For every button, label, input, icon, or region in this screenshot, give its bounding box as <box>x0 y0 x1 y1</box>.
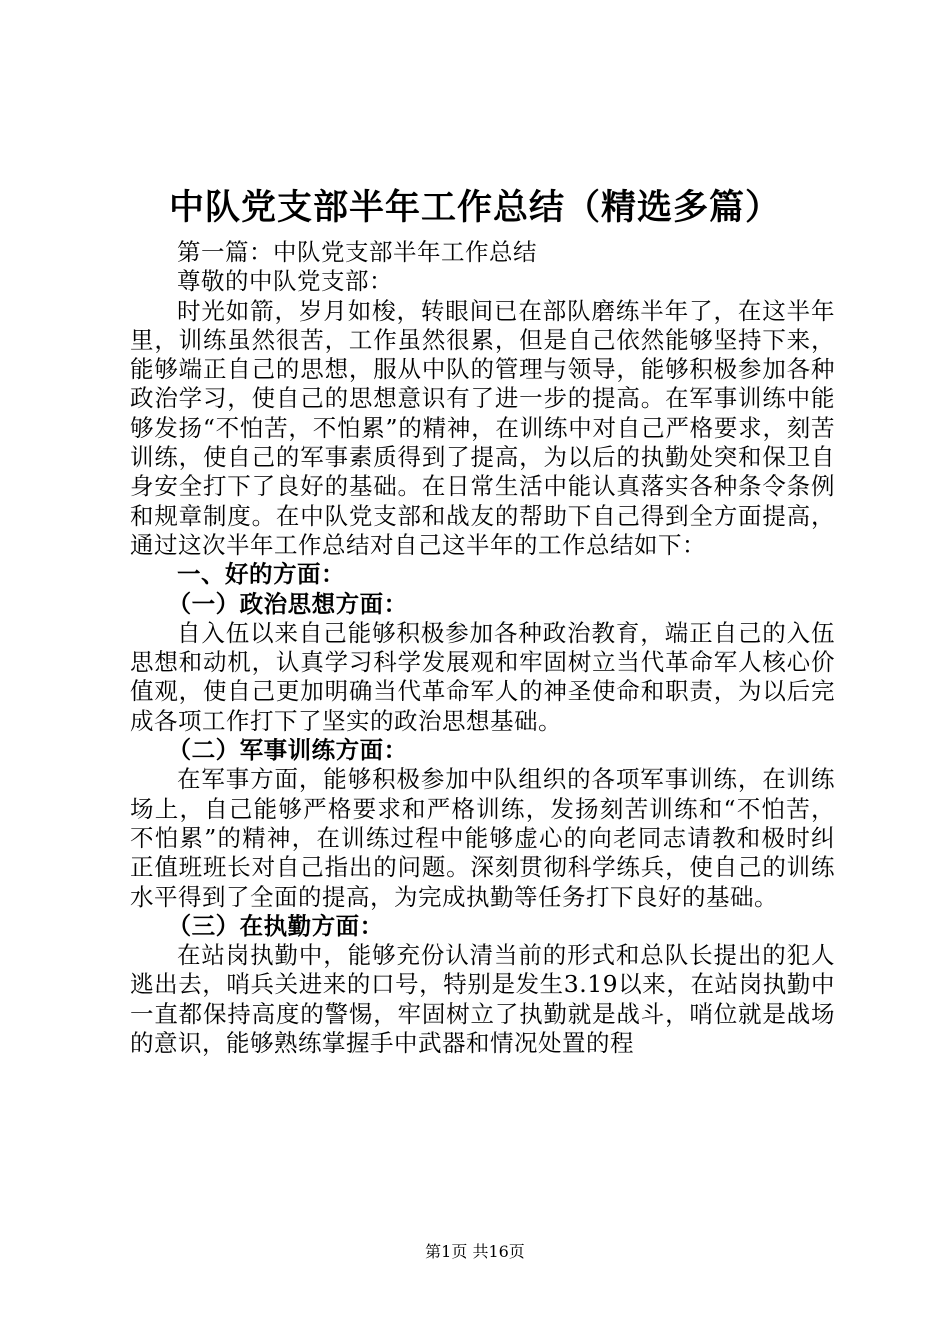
subsection-heading-duty: （三）在执勤方面： <box>167 911 384 940</box>
paragraph-intro: 时光如箭，岁月如梭，转眼间已在部队磨练半年了，在这半年里，训练虽然很苦，工作虽然很累，但是自己依然能够坚持下来，能够端正自己的思想，服从中队的管理与领导，能够积极参加各种政治学习，使自己的思想意识有了进一步的提高。在军事训练中能够发扬“不怕苦，不怕累”的精神，在训练中对自己严格要求，刻苦训练，使自己的军事素质得到了提高，为以后的执勤处突和保卫自身安全打下了良好的基础。在日常生活中能认真落实各种条令条例和规章制度。在中队党支部和战友的帮助下自己得到全方面提高，通过这次半年工作总结对自己这半年的工作总结如下： <box>130 296 835 559</box>
paragraph-military-training: 在军事方面，能够积极参加中队组织的各项军事训练，在训练场上，自己能够严格要求和严格训练，发扬刻苦训练和“不怕苦，不怕累”的精神，在训练过程中能够虚心的向老同志请教和极时纠正值班班长对自己指出的问题。深刻贯彻科学练兵，使自己的训练水平得到了全面的提高，为完成执勤等任务打下良好的基础。 <box>130 765 835 911</box>
paragraph-political: 自入伍以来自己能够积极参加各种政治教育，端正自己的入伍思想和动机，认真学习科学发展观和牢固树立当代革命军人核心价值观，使自己更加明确当代革命军人的神圣使命和职责，为以后完成各项工作打下了坚实的政治思想基础。 <box>130 618 835 735</box>
subsection-heading-military-training: （二）军事训练方面： <box>167 736 408 765</box>
section-heading-good-aspects: 一、好的方面： <box>177 560 345 589</box>
paragraph-subtitle: 第一篇：中队党支部半年工作总结 <box>177 238 537 266</box>
subsection-heading-political: （一）政治思想方面： <box>167 589 408 618</box>
document-title: 中队党支部半年工作总结（精选多篇） <box>168 188 781 228</box>
page-footer: 第1页 共16页 <box>425 1242 525 1261</box>
document-body <box>130 238 835 1058</box>
paragraph-salutation: 尊敬的中队党支部： <box>177 267 393 296</box>
paragraph-duty: 在站岗执勤中，能够充份认清当前的形式和总队长提出的犯人逃出去，哨兵关进来的口号，特别是发生3.19以来，在站岗执勤中一直都保持高度的警惕，牢固树立了执勤就是战斗，哨位就是战场的意识，能够熟练掌握手中武器和情况处置的程 <box>130 941 835 1058</box>
